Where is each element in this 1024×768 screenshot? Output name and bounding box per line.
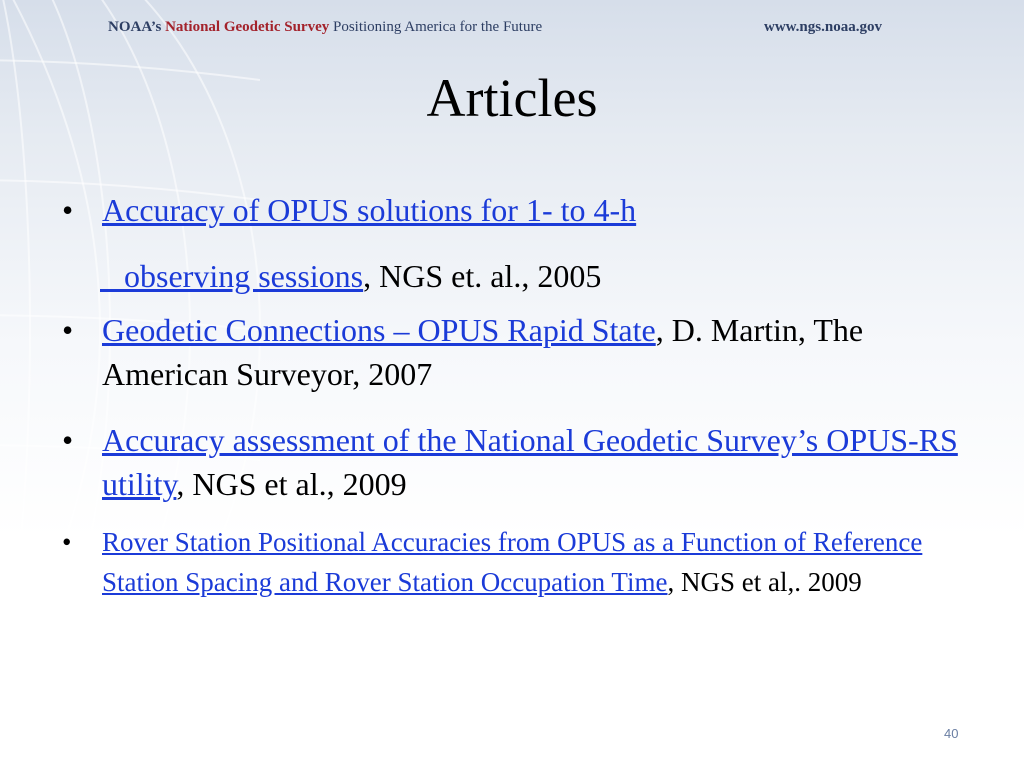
org-prefix: NOAA’s [108, 19, 162, 35]
article-item-2 [62, 308, 962, 396]
tagline: Positioning America for the Future [332, 19, 543, 35]
article-item-1 [62, 188, 962, 298]
article-citation-3: , NGS et al., 2009 [176, 466, 407, 502]
header-bar [0, 0, 1024, 56]
bullet-icon: • [62, 312, 74, 348]
article-item-3 [62, 418, 962, 506]
article-citation-1: , NGS et. al., 2005 [363, 258, 602, 294]
article-list [62, 188, 962, 602]
article-citation-2: , D. Martin, The American Surveyor, 2007 [102, 312, 864, 392]
article-link-2[interactable]: Geodetic Connections – OPUS Rapid State [102, 312, 656, 348]
article-link-3[interactable]: Accuracy assessment of the National Geodetic Survey’s OPUS-RS utility [102, 422, 958, 502]
article-link-4[interactable]: Rover Station Positional Accuracies from OPUS as a Function of Reference Station Spacing and Rover Station Occupation Time [102, 527, 923, 597]
org-name-bold: National Geodetic Survey [165, 19, 330, 35]
slide-title: Articles [426, 68, 598, 128]
bullet-icon: • [62, 192, 74, 228]
article-item-4 [62, 522, 962, 602]
site-url: www.ngs.noaa.gov [764, 19, 882, 35]
page-number: 40 [944, 726, 959, 741]
org-name [108, 19, 542, 36]
article-citation-4: , NGS et al,. 2009 [667, 567, 862, 597]
bullet-icon: • [62, 527, 72, 557]
bullet-icon: • [62, 422, 74, 458]
article-link-1b[interactable]: observing sessions [124, 258, 364, 294]
article-link-1a[interactable]: Accuracy of OPUS solutions for 1- to 4-h [102, 192, 637, 228]
